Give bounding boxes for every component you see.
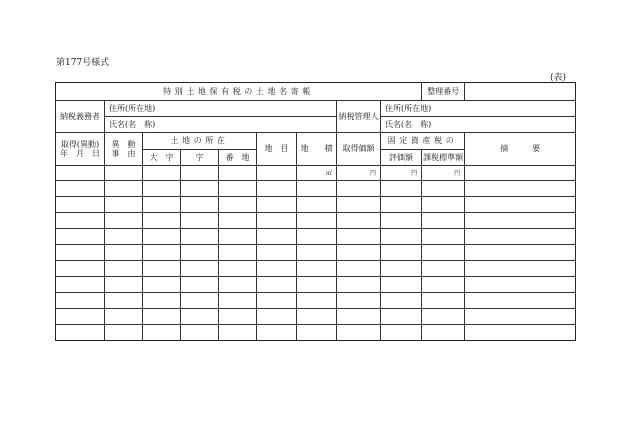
remarks-header: 摘 要 bbox=[465, 133, 576, 166]
remarks-cell[interactable] bbox=[465, 261, 576, 277]
chimoku-cell[interactable] bbox=[257, 325, 297, 341]
acquisition-date-header bbox=[56, 133, 105, 166]
chimoku-cell[interactable] bbox=[257, 261, 297, 277]
date-cell[interactable] bbox=[56, 277, 105, 293]
tax-base-cell[interactable] bbox=[422, 277, 465, 293]
manager-address-label: 住所(所在地) bbox=[385, 103, 432, 113]
chiseki-cell[interactable] bbox=[297, 277, 337, 293]
acquisition-price-header: 取得価額 bbox=[337, 133, 381, 166]
payer-name[interactable] bbox=[105, 117, 337, 133]
chiseki-cell[interactable] bbox=[297, 293, 337, 309]
price-cell[interactable] bbox=[337, 325, 381, 341]
change-reason-header bbox=[105, 133, 143, 166]
chimoku-cell[interactable] bbox=[257, 213, 297, 229]
fixed-tax-group-header: 固定資産税の bbox=[381, 133, 465, 150]
unit-cell[interactable] bbox=[56, 166, 105, 181]
tax-base-cell[interactable] bbox=[422, 293, 465, 309]
banchi-cell[interactable] bbox=[219, 213, 257, 229]
valuation-cell[interactable] bbox=[381, 293, 422, 309]
reason-cell[interactable] bbox=[105, 293, 143, 309]
valuation-unit: 円 bbox=[411, 170, 418, 178]
valuation-cell[interactable] bbox=[381, 245, 422, 261]
ledger-row bbox=[56, 229, 576, 245]
manager-address[interactable] bbox=[381, 101, 576, 117]
land-ledger-table bbox=[55, 82, 576, 341]
aza-cell[interactable] bbox=[181, 309, 219, 325]
remarks-cell[interactable] bbox=[465, 166, 576, 181]
date-cell[interactable] bbox=[56, 261, 105, 277]
valuation-cell[interactable] bbox=[381, 325, 422, 341]
reason-cell[interactable] bbox=[105, 277, 143, 293]
ledger-title: 特別土地保有税の土地名寄帳 bbox=[56, 83, 422, 101]
aza-cell[interactable] bbox=[181, 245, 219, 261]
reason-cell[interactable] bbox=[105, 213, 143, 229]
ledger-row bbox=[56, 325, 576, 341]
chimoku-header: 地 目 bbox=[257, 133, 297, 166]
form-number: 第177号様式 bbox=[56, 58, 110, 68]
chimoku-cell[interactable] bbox=[257, 293, 297, 309]
tax-base-cell[interactable] bbox=[422, 213, 465, 229]
tax-base-cell[interactable] bbox=[422, 181, 465, 197]
remarks-cell[interactable] bbox=[465, 293, 576, 309]
banchi-cell[interactable] bbox=[219, 245, 257, 261]
chimoku-cell[interactable] bbox=[257, 277, 297, 293]
valuation-cell[interactable] bbox=[381, 261, 422, 277]
unit-cell[interactable] bbox=[143, 166, 181, 181]
remarks-cell[interactable] bbox=[465, 325, 576, 341]
reason-cell[interactable] bbox=[105, 197, 143, 213]
aza-cell[interactable] bbox=[181, 325, 219, 341]
banchi-header: 番 地 bbox=[219, 150, 257, 166]
tax-base-cell[interactable] bbox=[422, 309, 465, 325]
ledger-row bbox=[56, 261, 576, 277]
chimoku-cell[interactable] bbox=[257, 309, 297, 325]
price-cell[interactable] bbox=[337, 261, 381, 277]
banchi-cell[interactable] bbox=[219, 181, 257, 197]
chiseki-cell[interactable] bbox=[297, 261, 337, 277]
chiseki-header: 地 積 bbox=[297, 133, 337, 166]
date-cell[interactable] bbox=[56, 213, 105, 229]
oaza-cell[interactable] bbox=[143, 213, 181, 229]
tax-base-header: 課税標準額 bbox=[422, 150, 465, 166]
remarks-cell[interactable] bbox=[465, 229, 576, 245]
tax-base-cell[interactable] bbox=[422, 229, 465, 245]
aza-cell[interactable] bbox=[181, 229, 219, 245]
unit-cell[interactable] bbox=[181, 166, 219, 181]
banchi-cell[interactable] bbox=[219, 197, 257, 213]
oaza-cell[interactable] bbox=[143, 293, 181, 309]
remarks-cell[interactable] bbox=[465, 213, 576, 229]
remarks-cell[interactable] bbox=[465, 245, 576, 261]
seiri-bango-field[interactable] bbox=[465, 83, 576, 101]
tax-base-cell[interactable] bbox=[422, 261, 465, 277]
date-cell[interactable] bbox=[56, 229, 105, 245]
banchi-cell[interactable] bbox=[219, 325, 257, 341]
aza-cell[interactable] bbox=[181, 197, 219, 213]
remarks-cell[interactable] bbox=[465, 181, 576, 197]
date-cell[interactable] bbox=[56, 293, 105, 309]
area-unit: ㎡ bbox=[325, 170, 332, 178]
reason-cell[interactable] bbox=[105, 245, 143, 261]
payer-name-label: 氏名(名 称) bbox=[109, 119, 156, 129]
reason-cell[interactable] bbox=[105, 309, 143, 325]
oaza-cell[interactable] bbox=[143, 309, 181, 325]
chiseki-cell[interactable] bbox=[297, 229, 337, 245]
chimoku-cell[interactable] bbox=[257, 229, 297, 245]
valuation-cell[interactable] bbox=[381, 309, 422, 325]
oaza-header: 大 字 bbox=[143, 150, 181, 166]
unit-cell[interactable] bbox=[257, 166, 297, 181]
oaza-cell[interactable] bbox=[143, 277, 181, 293]
price-cell[interactable] bbox=[337, 309, 381, 325]
ledger-row bbox=[56, 213, 576, 229]
oaza-cell[interactable] bbox=[143, 181, 181, 197]
acquisition-date-header-top: 取得(異動) bbox=[60, 139, 100, 149]
date-cell[interactable] bbox=[56, 309, 105, 325]
price-cell[interactable] bbox=[337, 229, 381, 245]
aza-header: 字 bbox=[181, 150, 219, 166]
aza-cell[interactable] bbox=[181, 261, 219, 277]
price-cell[interactable] bbox=[337, 197, 381, 213]
valuation-cell[interactable] bbox=[381, 229, 422, 245]
location-group-header: 土地の所在 bbox=[143, 133, 257, 150]
unit-cell[interactable] bbox=[105, 166, 143, 181]
reason-cell[interactable] bbox=[105, 325, 143, 341]
unit-cell[interactable] bbox=[219, 166, 257, 181]
date-cell[interactable] bbox=[56, 325, 105, 341]
tax-base-unit-cell[interactable] bbox=[422, 166, 465, 181]
chimoku-cell[interactable] bbox=[257, 245, 297, 261]
date-cell[interactable] bbox=[56, 197, 105, 213]
chimoku-cell[interactable] bbox=[257, 181, 297, 197]
ledger-row bbox=[56, 197, 576, 213]
aza-cell[interactable] bbox=[181, 293, 219, 309]
chiseki-cell[interactable] bbox=[297, 213, 337, 229]
reason-cell[interactable] bbox=[105, 229, 143, 245]
valuation-header: 評価額 bbox=[381, 150, 422, 166]
ledger-row bbox=[56, 245, 576, 261]
price-unit: 円 bbox=[369, 170, 376, 178]
oaza-cell[interactable] bbox=[143, 229, 181, 245]
remarks-cell[interactable] bbox=[465, 309, 576, 325]
side-mark: (表) bbox=[550, 73, 567, 83]
chiseki-cell[interactable] bbox=[297, 181, 337, 197]
chiseki-cell[interactable] bbox=[297, 309, 337, 325]
chiseki-cell[interactable] bbox=[297, 245, 337, 261]
oaza-cell[interactable] bbox=[143, 261, 181, 277]
remarks-cell[interactable] bbox=[465, 197, 576, 213]
tax-base-unit: 円 bbox=[454, 170, 461, 178]
area-unit-cell[interactable] bbox=[297, 166, 337, 181]
valuation-cell[interactable] bbox=[381, 277, 422, 293]
date-cell[interactable] bbox=[56, 181, 105, 197]
price-cell[interactable] bbox=[337, 245, 381, 261]
price-cell[interactable] bbox=[337, 181, 381, 197]
oaza-cell[interactable] bbox=[143, 325, 181, 341]
ledger-row bbox=[56, 181, 576, 197]
price-unit-cell[interactable] bbox=[337, 166, 381, 181]
valuation-cell[interactable] bbox=[381, 181, 422, 197]
aza-cell[interactable] bbox=[181, 277, 219, 293]
payer-label: 納税義務者 bbox=[56, 101, 105, 133]
price-cell[interactable] bbox=[337, 277, 381, 293]
valuation-cell[interactable] bbox=[381, 213, 422, 229]
remarks-cell[interactable] bbox=[465, 277, 576, 293]
acquisition-date-header-bottom: 年 月 日 bbox=[60, 149, 100, 158]
banchi-cell[interactable] bbox=[219, 277, 257, 293]
tax-base-cell[interactable] bbox=[422, 245, 465, 261]
ledger-row bbox=[56, 309, 576, 325]
ledger-row bbox=[56, 277, 576, 293]
chiseki-cell[interactable] bbox=[297, 197, 337, 213]
manager-name-label: 氏名(名 称) bbox=[385, 119, 432, 129]
valuation-unit-cell[interactable] bbox=[381, 166, 422, 181]
tax-base-cell[interactable] bbox=[422, 325, 465, 341]
banchi-cell[interactable] bbox=[219, 309, 257, 325]
payer-address-label: 住所(所在地) bbox=[109, 103, 156, 113]
payer-address[interactable] bbox=[105, 101, 337, 117]
manager-name[interactable] bbox=[381, 117, 576, 133]
chiseki-cell[interactable] bbox=[297, 325, 337, 341]
price-cell[interactable] bbox=[337, 293, 381, 309]
ledger-row bbox=[56, 293, 576, 309]
valuation-cell[interactable] bbox=[381, 197, 422, 213]
banchi-cell[interactable] bbox=[219, 293, 257, 309]
price-cell[interactable] bbox=[337, 213, 381, 229]
banchi-cell[interactable] bbox=[219, 261, 257, 277]
change-reason-header-top: 異 動 bbox=[111, 139, 136, 149]
reason-cell[interactable] bbox=[105, 261, 143, 277]
chimoku-cell[interactable] bbox=[257, 197, 297, 213]
manager-label: 納税管理人 bbox=[337, 101, 381, 133]
oaza-cell[interactable] bbox=[143, 197, 181, 213]
change-reason-header-bottom: 事 由 bbox=[111, 149, 136, 158]
aza-cell[interactable] bbox=[181, 181, 219, 197]
oaza-cell[interactable] bbox=[143, 245, 181, 261]
date-cell[interactable] bbox=[56, 245, 105, 261]
aza-cell[interactable] bbox=[181, 213, 219, 229]
tax-base-cell[interactable] bbox=[422, 197, 465, 213]
reason-cell[interactable] bbox=[105, 181, 143, 197]
seiri-bango-label: 整理番号 bbox=[422, 83, 465, 101]
banchi-cell[interactable] bbox=[219, 229, 257, 245]
